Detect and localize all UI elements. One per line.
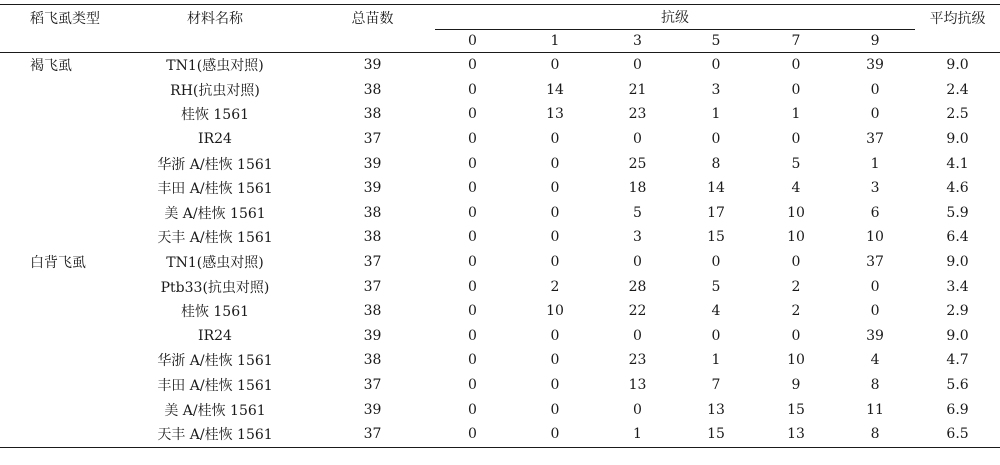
- cell-grade: 0: [550, 352, 560, 369]
- header-material: 材料名称: [120, 5, 310, 53]
- cell-total: 37: [310, 422, 435, 447]
- table-row: [0, 151, 1000, 176]
- cell-grade: 0: [791, 81, 801, 98]
- header-average: 平均抗级: [915, 5, 1000, 53]
- cell-average: 2.4: [946, 81, 969, 98]
- cell-grade: 0: [633, 254, 642, 271]
- table-row: [0, 53, 1000, 78]
- cell-average: 4.6: [946, 180, 969, 197]
- cell-total: 39: [363, 57, 382, 74]
- cell-material: TN1(感虫对照): [166, 255, 264, 272]
- cell-average: 3.4: [946, 278, 969, 295]
- cell-grade: 0: [633, 401, 642, 418]
- table-header: [0, 5, 1000, 53]
- cell-material: 华浙 A/桂恢 1561: [157, 353, 273, 370]
- cell-material: 天丰 A/桂恢 1561: [157, 230, 273, 247]
- cell-total: 38: [363, 352, 382, 369]
- cell-grade: 0: [633, 57, 642, 74]
- cell-grade: 18: [628, 180, 647, 197]
- cell-average: 2.9: [946, 303, 969, 320]
- cell-grade: 0: [468, 229, 477, 246]
- cell-grade: 2: [791, 278, 801, 295]
- cell-average: 9.0: [946, 254, 969, 271]
- cell-grade: 0: [550, 131, 560, 148]
- cell-type: [0, 151, 120, 176]
- cell-grade: 0: [468, 204, 477, 221]
- cell-type: [0, 201, 120, 226]
- cell-grade: 0: [550, 180, 560, 197]
- cell-total: 38: [363, 81, 382, 98]
- cell-grade: 0: [468, 377, 477, 394]
- cell-material: 美 A/桂恢 1561: [164, 402, 266, 419]
- cell-grade: 25: [628, 155, 647, 172]
- cell-type: [0, 373, 120, 398]
- table-row: [0, 176, 1000, 201]
- cell-grade: 1: [600, 422, 675, 447]
- cell-total: 37: [363, 131, 382, 148]
- cell-grade: 13: [546, 106, 564, 123]
- grade-header-0: 0: [435, 30, 510, 53]
- cell-type: [0, 78, 120, 103]
- cell-grade: 10: [787, 204, 805, 221]
- cell-grade: 3: [633, 229, 642, 246]
- cell-material: 桂恢 1561: [180, 304, 250, 321]
- cell-total: 39: [363, 401, 382, 418]
- cell-grade: 0: [711, 327, 721, 344]
- cell-grade: 0: [468, 180, 477, 197]
- cell-material: 丰田 A/桂恢 1561: [157, 181, 273, 198]
- cell-average: 5.6: [946, 377, 969, 394]
- cell-total: 38: [363, 229, 382, 246]
- header-type: 稻飞虱类型: [0, 5, 120, 53]
- cell-grade: 37: [866, 131, 884, 148]
- cell-grade: 39: [866, 327, 884, 344]
- cell-grade: 28: [628, 278, 647, 295]
- cell-grade: 15: [675, 422, 757, 447]
- cell-grade: 0: [791, 131, 801, 148]
- table-row: [0, 250, 1000, 275]
- table-row: [0, 397, 1000, 422]
- grade-header-7: 7: [757, 30, 835, 53]
- cell-grade: 15: [707, 229, 725, 246]
- cell-grade: 0: [791, 57, 801, 74]
- table-row: [0, 201, 1000, 226]
- cell-grade: 8: [711, 155, 721, 172]
- grade-header-3: 3: [600, 30, 675, 53]
- grade-header-9: 9: [835, 30, 915, 53]
- table-body: [0, 53, 1000, 448]
- cell-grade: 22: [628, 303, 647, 320]
- cell-grade: 0: [791, 254, 801, 271]
- cell-total: 38: [363, 204, 382, 221]
- cell-grade: 0: [550, 204, 560, 221]
- cell-total: 37: [363, 278, 382, 295]
- cell-grade: 10: [787, 229, 805, 246]
- cell-grade: 0: [468, 155, 477, 172]
- cell-grade: 0: [468, 81, 477, 98]
- cell-total: 37: [363, 254, 382, 271]
- cell-grade: 17: [707, 204, 725, 221]
- cell-grade: 10: [546, 303, 564, 320]
- cell-type: 褐飞虱: [30, 58, 72, 75]
- cell-grade: 0: [468, 327, 477, 344]
- cell-grade: 8: [835, 422, 915, 447]
- cell-total: 39: [363, 327, 382, 344]
- cell-grade: 11: [866, 401, 884, 418]
- cell-grade: 0: [468, 352, 477, 369]
- table-row: [0, 348, 1000, 373]
- header-grade: 抗级: [435, 5, 915, 30]
- cell-grade: 13: [707, 401, 725, 418]
- cell-grade: 39: [866, 57, 884, 74]
- cell-grade: 10: [787, 352, 805, 369]
- cell-grade: 0: [510, 422, 600, 447]
- cell-grade: 3: [711, 81, 721, 98]
- cell-total: 37: [363, 377, 382, 394]
- cell-grade: 10: [866, 229, 884, 246]
- cell-grade: 37: [866, 254, 884, 271]
- cell-average: 9.0: [946, 57, 969, 74]
- cell-grade: 0: [633, 327, 642, 344]
- cell-total: 38: [363, 106, 382, 123]
- cell-total: 39: [363, 180, 382, 197]
- cell-type: [0, 422, 120, 447]
- cell-material: IR24: [198, 131, 232, 148]
- cell-grade: 23: [628, 106, 647, 123]
- cell-type: [0, 348, 120, 373]
- grade-header-1: 1: [510, 30, 600, 53]
- table-row: [0, 102, 1000, 127]
- cell-type: [0, 102, 120, 127]
- cell-grade: 0: [870, 81, 880, 98]
- cell-grade: 5: [633, 204, 642, 221]
- cell-average: 4.1: [946, 155, 969, 172]
- table-row: [0, 299, 1000, 324]
- cell-grade: 7: [711, 377, 721, 394]
- cell-grade: 0: [550, 254, 560, 271]
- cell-average: 4.7: [946, 352, 969, 369]
- cell-grade: 0: [791, 327, 801, 344]
- cell-grade: 5: [711, 278, 721, 295]
- cell-grade: 0: [468, 131, 477, 148]
- cell-material: 美 A/桂恢 1561: [164, 205, 266, 222]
- cell-grade: 0: [550, 401, 560, 418]
- cell-type: [0, 225, 120, 250]
- cell-type: 白背飞虱: [30, 255, 86, 272]
- cell-grade: 0: [468, 278, 477, 295]
- cell-grade: 21: [628, 81, 647, 98]
- cell-grade: 0: [435, 422, 510, 447]
- cell-average: 9.0: [946, 131, 969, 148]
- cell-grade: 0: [550, 327, 560, 344]
- cell-type: [0, 274, 120, 299]
- cell-grade: 14: [707, 180, 725, 197]
- cell-type: [0, 299, 120, 324]
- table-row: [0, 324, 1000, 349]
- cell-grade: 0: [870, 278, 880, 295]
- cell-grade: 13: [757, 422, 835, 447]
- cell-grade: 0: [468, 254, 477, 271]
- table-row: [0, 373, 1000, 398]
- cell-type: [0, 397, 120, 422]
- cell-grade: 8: [870, 377, 880, 394]
- cell-grade: 23: [628, 352, 647, 369]
- cell-average: 6.4: [946, 229, 969, 246]
- cell-average: 9.0: [946, 327, 969, 344]
- cell-material: 天丰 A/桂恢 1561: [120, 422, 310, 447]
- cell-grade: 4: [711, 303, 721, 320]
- cell-material: IR24: [198, 327, 232, 344]
- cell-grade: 1: [711, 106, 721, 123]
- cell-grade: 9: [791, 377, 801, 394]
- cell-grade: 0: [468, 106, 477, 123]
- cell-average: 2.5: [946, 106, 969, 123]
- cell-grade: 0: [468, 57, 477, 74]
- cell-grade: 13: [628, 377, 647, 394]
- table-row: [0, 225, 1000, 250]
- cell-grade: 0: [550, 229, 560, 246]
- cell-material: 华浙 A/桂恢 1561: [157, 156, 273, 173]
- cell-grade: 0: [633, 131, 642, 148]
- cell-grade: 0: [711, 131, 721, 148]
- cell-grade: 5: [791, 155, 801, 172]
- cell-grade: 0: [550, 155, 560, 172]
- table-row: [0, 274, 1000, 299]
- cell-average: 6.5: [915, 422, 1000, 447]
- cell-average: 5.9: [946, 204, 969, 221]
- cell-grade: 1: [791, 106, 801, 123]
- table-row: [0, 422, 1000, 447]
- cell-material: RH(抗虫对照): [170, 82, 260, 99]
- resistance-table: [0, 4, 1000, 448]
- cell-grade: 14: [546, 81, 564, 98]
- cell-grade: 0: [468, 401, 477, 418]
- cell-grade: 4: [791, 180, 801, 197]
- cell-grade: 0: [711, 254, 721, 271]
- cell-material: 丰田 A/桂恢 1561: [157, 378, 273, 395]
- cell-grade: 0: [870, 303, 880, 320]
- cell-material: 桂恢 1561: [180, 107, 250, 124]
- table-row: [0, 78, 1000, 103]
- cell-grade: 3: [870, 180, 880, 197]
- cell-type: [0, 127, 120, 152]
- cell-grade: 0: [711, 57, 721, 74]
- cell-grade: 0: [468, 303, 477, 320]
- cell-grade: 1: [711, 352, 721, 369]
- cell-type: [0, 324, 120, 349]
- cell-total: 38: [363, 303, 382, 320]
- header-total: 总苗数: [310, 5, 435, 53]
- cell-grade: 4: [870, 352, 880, 369]
- cell-grade: 2: [550, 278, 560, 295]
- cell-total: 39: [363, 155, 382, 172]
- cell-grade: 2: [791, 303, 801, 320]
- cell-grade: 1: [870, 155, 880, 172]
- table-row: [0, 127, 1000, 152]
- grade-header-5: 5: [675, 30, 757, 53]
- cell-material: Ptb33(抗虫对照): [160, 279, 270, 296]
- cell-material: TN1(感虫对照): [166, 58, 264, 75]
- cell-grade: 6: [870, 204, 880, 221]
- cell-grade: 0: [550, 57, 560, 74]
- cell-grade: 0: [870, 106, 880, 123]
- cell-type: [0, 176, 120, 201]
- cell-grade: 15: [787, 401, 805, 418]
- cell-grade: 0: [550, 377, 560, 394]
- cell-average: 6.9: [946, 401, 969, 418]
